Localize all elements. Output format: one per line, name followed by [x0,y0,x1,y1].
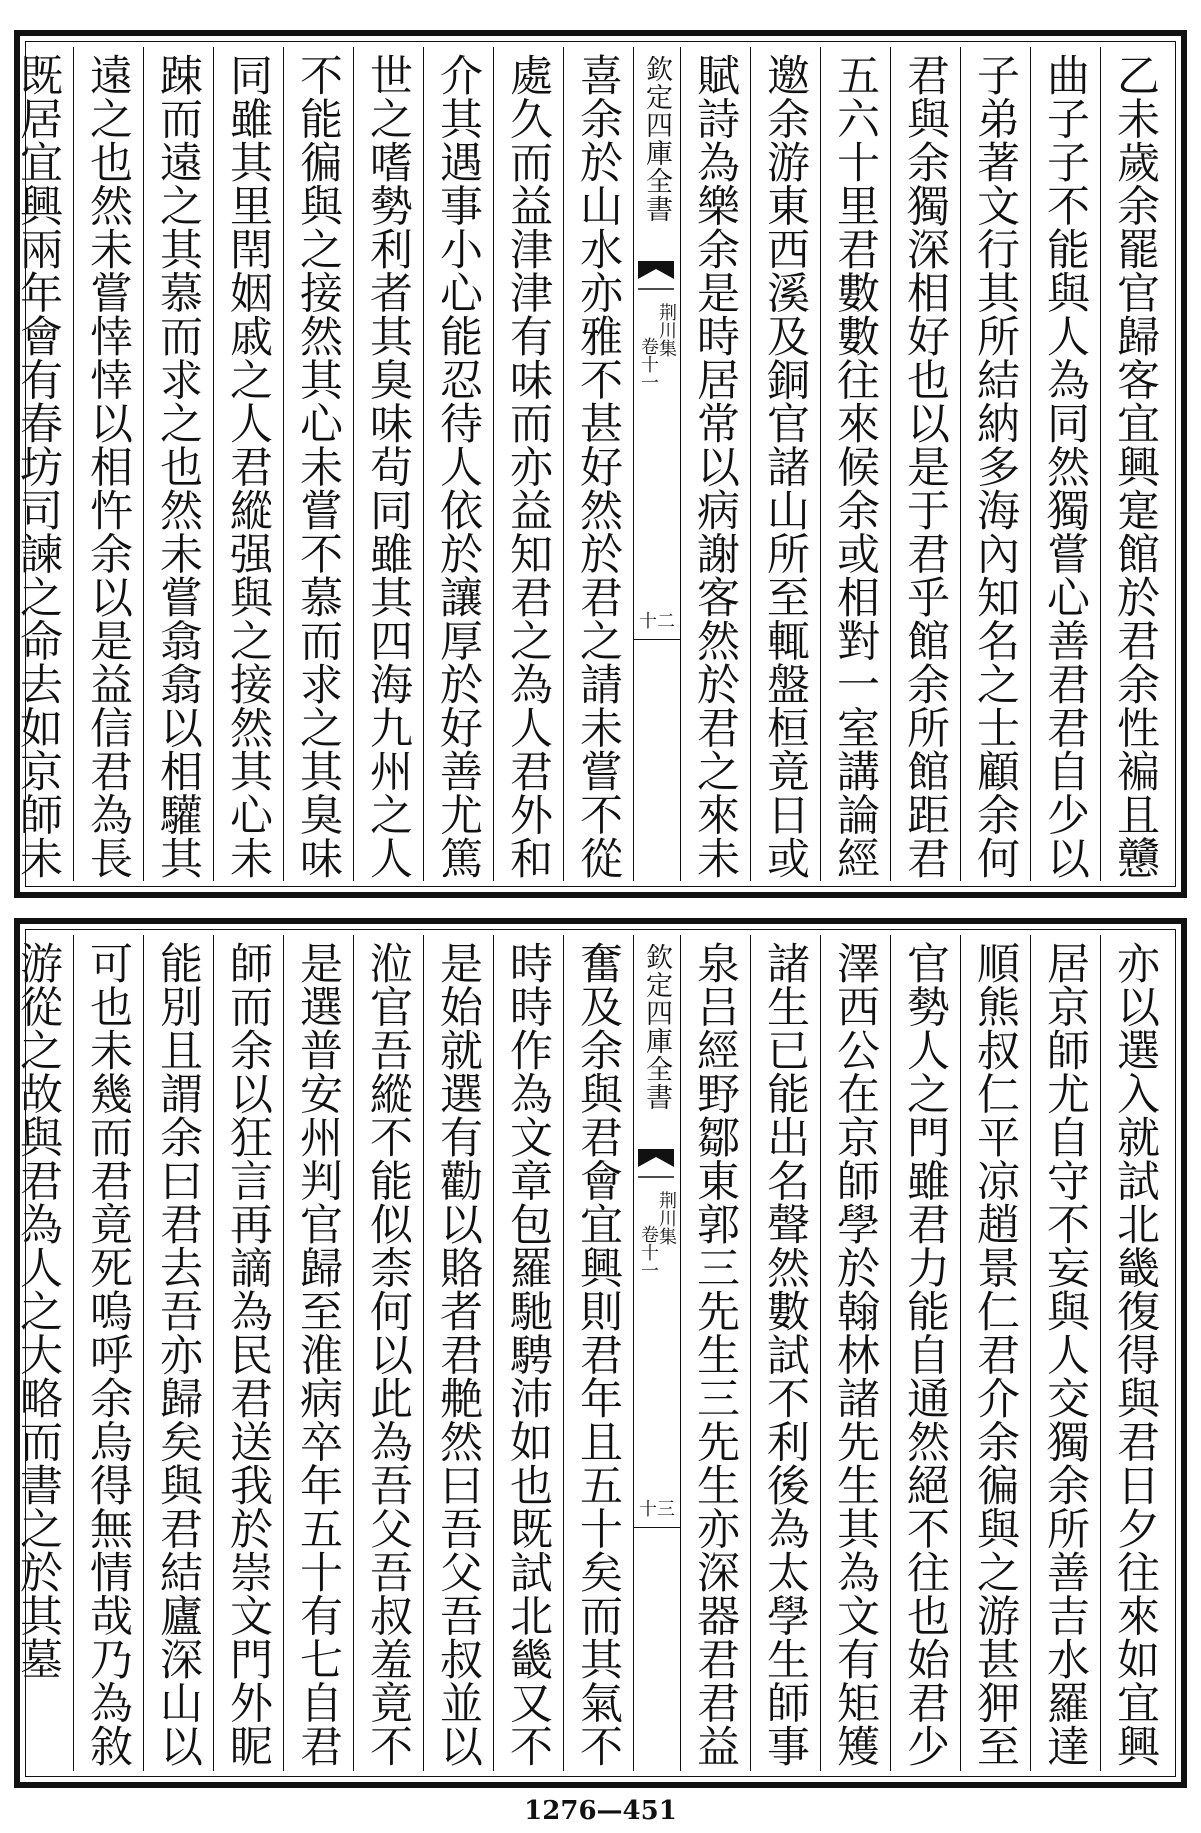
center-fold [633,935,680,1771]
text-column: 子弟著文行其所結納多海內知名之士顧余何 [960,47,1030,881]
fish-tail-mark-icon [636,1147,676,1183]
folio-number: 1276—451 [524,1796,677,1826]
text-column: 處久而益津津有味而亦益知君之為人君外和 [493,47,563,881]
text-column: 澤西公在京師學於翰林諸先生其為文有矩矱 [820,935,890,1771]
text-column: 官勢人之門雖君力能自通然絕不往也始君少 [890,935,960,1771]
text-column: 五六十里君數數往來候余或相對一室講論經 [820,47,890,881]
page-number: 十三 [639,1499,675,1520]
text-column: 同雖其里閈姻戚之人君縱强與之接然其心未 [213,47,283,881]
text-columns [13,47,1170,881]
book-title: 荆川集 [656,1191,677,1245]
text-column: 是選普安州判官歸至淮病卒年五十有七自君 [283,935,353,1771]
page-frame-upper [14,30,1187,898]
text-column: 涖官吾縱不能似柰何以此為吾父吾叔羞竟不 [353,935,423,1771]
text-column: 亦以選入就試北畿復得與君日夕往來如宜興 [1100,935,1170,1771]
book-title: 荆川集 [656,303,677,357]
text-column: 踈而遠之其慕而求之也然未嘗翕翕以相驩其 [143,47,213,881]
text-columns [13,935,1170,1771]
text-column: 喜余於山水亦雅不甚好然於君之請未嘗不從 [563,47,633,881]
text-column: 可也未幾而君竟死嗚呼余烏得無情哉乃為敘 [73,935,143,1771]
text-column: 邀余游東西溪及銅官諸山所至輒盤桓竟日或 [750,47,820,881]
text-column: 諸生已能出名聲然數試不利後為太學生師事 [750,935,820,1771]
library-title: 欽定四庫全書 [641,943,672,1111]
text-column: 順熊叔仁平凉趙景仁君介余徧與之游甚狎至 [960,935,1030,1771]
text-column: 能別且謂余曰君去吾亦歸矣與君結廬深山以 [143,935,213,1771]
text-column: 曲子子不能與人為同然獨嘗心善君君自少以 [1030,47,1100,881]
text-column: 遠之也然未嘗悻悻以相忤余以是益信君為長 [73,47,143,881]
volume-label: 卷十一 [638,337,659,391]
text-column: 賦詩為樂余是時居常以病謝客然於君之來未 [680,47,750,881]
text-column: 奮及余與君會宜興則君年且五十矣而其氣不 [563,935,633,1771]
text-column: 泉吕經野鄒東郭三先生三先生亦深器君君益 [680,935,750,1771]
text-column: 既居宜興兩年會有春坊司諫之命去如京師未 [13,53,63,880]
volume-label: 卷十一 [638,1225,659,1279]
page-number-rule [634,639,680,640]
page-number: 十二 [639,611,675,632]
text-column: 乙未歲余罷官歸客宜興寔館於君余性褊且戇 [1100,47,1170,881]
page-frame-lower [14,918,1187,1788]
text-column: 介其遇事小心能忍待人依於讓厚於好善尤篤 [423,47,493,881]
fish-tail-mark-icon [636,259,676,295]
text-column: 師而余以狂言再謫為民君送我於崇文門外眤 [213,935,283,1771]
library-title: 欽定四庫全書 [641,55,672,223]
text-column: 不能徧與之接然其心未嘗不慕而求之其臭味 [283,47,353,881]
center-fold [633,47,680,881]
text-column: 是始就選有勸以賂者君艴然曰吾父吾叔並以 [423,935,493,1771]
text-column: 君與余獨深相好也以是于君乎館余所館距君 [890,47,960,881]
page-number-rule [634,1527,680,1528]
text-column: 時時作為文章包羅馳騁沛如也既試北畿又不 [493,935,563,1771]
text-column: 居京師尤自守不妄與人交獨余所善吉水羅達 [1030,935,1100,1771]
text-column: 游從之故與君為人之大略而書之於其墓 [13,941,63,1681]
text-column: 世之嗜勢利者其臭味茍同雖其四海九州之人 [353,47,423,881]
